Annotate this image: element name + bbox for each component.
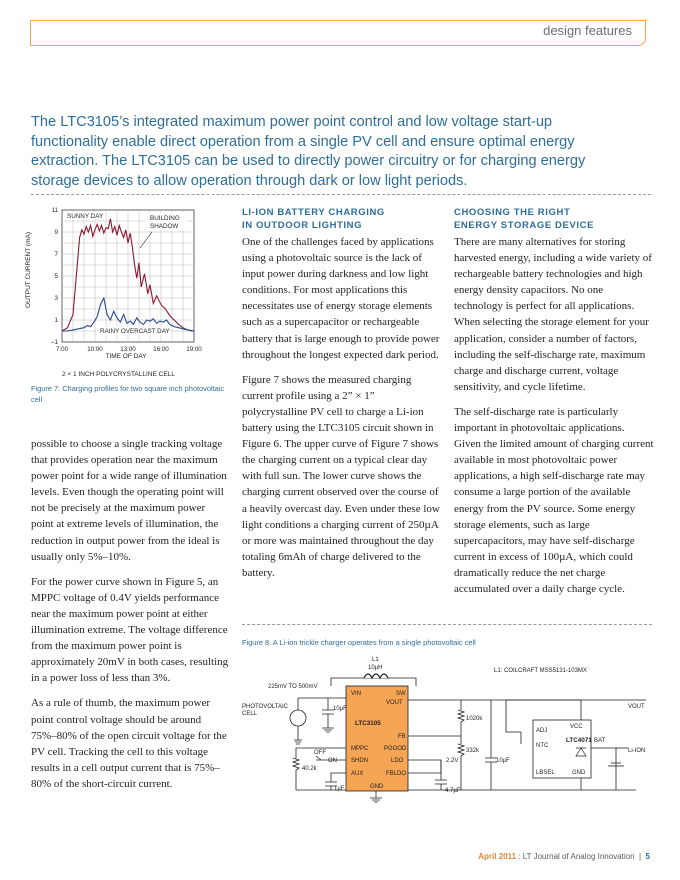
divider-figure8 xyxy=(242,624,652,625)
paragraph: For the power curve shown in Figure 5, an MPPC voltage of 0.4V yields performance near the maximum power point at either illumination extreme. The voltage difference from the maximum power point is approximately 20mV in both cases, resulting in a power loss of less than 3%. xyxy=(31,575,229,685)
vout-label: VOUT xyxy=(628,704,645,710)
heading-line: ENERGY STORAGE DEVICE xyxy=(454,220,595,231)
adj-wire xyxy=(506,700,521,732)
r-top-value: 1020k xyxy=(466,716,483,722)
pin-fbldo: FBLDO xyxy=(386,771,407,777)
footer-journal: LT Journal of Analog Innovation xyxy=(522,852,635,861)
footer-sep: : xyxy=(518,852,523,861)
column-1 xyxy=(31,436,229,801)
r-mppc-value: 40.2k xyxy=(302,766,317,772)
figure7-chart xyxy=(22,200,222,378)
y-tick-label: 3 xyxy=(54,295,58,302)
pv-label-2: CELL xyxy=(242,711,258,717)
inductor-label: L1 xyxy=(372,657,379,663)
annotation-rainy: RAINY OVERCAST DAY xyxy=(100,328,170,335)
liion-label: Li-ION xyxy=(628,748,646,754)
x-tick-label: 13:00 xyxy=(120,346,136,353)
annotation-arrow xyxy=(140,232,152,248)
switch-off: OFF xyxy=(314,750,326,756)
pin-vin: VIN xyxy=(351,691,362,697)
divider-top xyxy=(31,194,651,195)
cout-symbol xyxy=(485,700,497,790)
r-top-symbol xyxy=(458,700,464,736)
section-heading xyxy=(454,206,654,232)
column-3 xyxy=(454,206,654,606)
pin-lbsel: LBSEL xyxy=(536,770,555,776)
page-footer xyxy=(478,852,650,861)
ground-symbol xyxy=(322,728,334,732)
caux-value: 1µF xyxy=(334,786,345,792)
input-range: 225mV TO 500mV xyxy=(268,684,318,690)
pin-gnd2: GND xyxy=(572,770,586,776)
y-tick-label: 5 xyxy=(54,273,58,280)
y-tick-label: 7 xyxy=(54,251,58,258)
paragraph: As a rule of thumb, the maximum power point control voltage should be around 75%–80% of the open circuit voltage for the PV cell. Tracking the cell to this voltage results in a cell output current that is 75%–80% of the short-circuit current. xyxy=(31,697,227,790)
cldo-symbol xyxy=(435,760,447,790)
section-heading xyxy=(242,206,442,232)
pin-fb: FB xyxy=(398,734,406,740)
cin-symbol xyxy=(322,698,334,728)
pin-ntc: NTC xyxy=(536,743,549,749)
ldo-voltage: 2.2V xyxy=(446,758,459,764)
x-axis-label: TIME OF DAY xyxy=(105,353,147,360)
y-axis-label: OUTPUT CURRENT (mA) xyxy=(25,232,32,308)
pin-bat: BAT xyxy=(594,738,606,744)
pin-sw: SW xyxy=(396,691,406,697)
column-2 xyxy=(242,206,442,590)
paragraph: There are many alternatives for storing harvested energy, including a wide variety of rechargeable battery technologies and high energy density capacitors. No one technology is perfect for all applications. When selecting the storage element for your application, consider a number of factors, including the self-discharge rate, maximum charge and discharge current, voltage sensitivity, and cycle lifetime. xyxy=(454,236,652,393)
r-bot-value: 332k xyxy=(466,748,480,754)
pin-vout: VOUT xyxy=(386,700,403,706)
pin-shdn: SHDN xyxy=(351,758,369,764)
x-tick-label: 7:00 xyxy=(55,346,69,353)
figure7-caption: Figure 7. Charging profiles for two square inch photovoltaic cell xyxy=(31,384,225,404)
figure8-caption: Figure 8. A Li-ion trickle charger operates from a single photovoltaic cell xyxy=(242,638,476,647)
page-number: 5 xyxy=(645,852,650,861)
inductor-value: 10µH xyxy=(368,665,383,671)
pv-label-1: PHOTOVOLTAIC xyxy=(242,704,289,710)
cldo-value: 4.7µF xyxy=(445,788,461,794)
pin-adj: ADJ xyxy=(536,728,548,734)
footer-date: April 2011 xyxy=(478,852,517,861)
cout-value: 10µF xyxy=(496,758,510,764)
ic2-name: LTC4071 xyxy=(566,737,592,744)
annotation-sunny: SUNNY DAY xyxy=(67,213,104,220)
pin-gnd: GND xyxy=(370,784,384,790)
y-tick-label: –1 xyxy=(51,339,58,346)
inductor-symbol xyxy=(364,674,388,678)
chart-note: 2 × 1 INCH POLYCRYSTALLINE CELL xyxy=(62,371,175,378)
switch-on: ON xyxy=(328,758,337,764)
paragraph: The self-discharge rate is particularly important in photovoltaic applications. Given the limited amount of charging current available in most photovoltaic power applications, a high self-discharge rate may consume a large portion of the available energy from the PV source. Some energy storage elements, such as large supercapacitors, may have self-discharge current in excess of 100µA, which could dramatically reduce the net charge accumulated over a daily charge cycle. xyxy=(454,405,654,595)
inductor-wire xyxy=(331,678,416,686)
annotation-building: BUILDING SHADOW xyxy=(150,215,180,230)
paragraph: One of the challenges faced by applications using a photovoltaic source is the lack of input power during darkness and low light conditions. For most applications this necessitates use of energy storage elements such as a supercapacitor or rechargeable battery that is large enough to provide power throughout the longest expected dark period. xyxy=(242,236,440,361)
pv-cell-symbol xyxy=(290,710,306,726)
ic1-name: LTC3105 xyxy=(355,720,381,727)
pin-pgood: PGOOD xyxy=(384,746,407,752)
paragraph: possible to choose a single tracking voltage that provides operation near the maximum power point for a wide range of illumination levels. Even though the operating point will not be precisely at the maximum power point at extreme levels of illumination, the reduction in output power from the ideal is usually only 5%–10%. xyxy=(31,438,227,563)
bat-wire xyxy=(591,748,616,790)
pin-aux: AUX xyxy=(351,771,364,777)
heading-line: IN OUTDOOR LIGHTING xyxy=(242,220,363,231)
pin-ldo: LDO xyxy=(391,758,404,764)
pin-mppc: MPPC xyxy=(351,746,369,752)
heading-line: LI-ION BATTERY CHARGING xyxy=(242,207,385,218)
figure8-schematic xyxy=(236,648,656,818)
pin-vcc: VCC xyxy=(570,724,583,730)
y-tick-label: 9 xyxy=(54,229,58,236)
footer-bar: | xyxy=(636,852,646,861)
heading-line: CHOOSING THE RIGHT xyxy=(454,207,571,218)
y-tick-label: 11 xyxy=(51,207,58,214)
section-title: design features xyxy=(543,23,632,38)
x-tick-label: 16:00 xyxy=(153,346,169,353)
r-bot-symbol xyxy=(458,736,464,790)
x-tick-label: 10:00 xyxy=(87,346,103,353)
vcc-wire xyxy=(506,700,581,720)
ground-symbol xyxy=(294,740,302,744)
cin-value: 10µF xyxy=(333,706,347,712)
ldo-wire xyxy=(408,760,441,773)
paragraph: Figure 7 shows the measured charging current profile using a 2” × 1” polycrystalline PV cell to charge a Li-ion battery using the LTC3105 circuit shown in Figure 6. The upper curve of Figure 7 shows the charging current on a typical clear day with full sun. The lower curve shows the charging current observed over the course of a heavily overcast day. Even under these low light conditions a charging current of 250µA or more was maintained throughout the day totaling 6mAh of charge delivered to the battery. xyxy=(242,373,440,579)
switch-symbol xyxy=(316,756,321,760)
pull-quote: The LTC3105’s integrated maximum power point control and low voltage start-up functionality enable direct operation from a single PV cell and ensure optimal energy extraction. The LTC3105 can be used to directly power circuitry or for charging energy storage devices to allow operation through dark or low light periods. xyxy=(31,114,586,189)
y-tick-label: 1 xyxy=(54,317,58,324)
coilcraft-note: L1: COILCRAFT MSS5131-103MX xyxy=(494,668,587,674)
x-tick-label: 19:00 xyxy=(186,346,202,353)
